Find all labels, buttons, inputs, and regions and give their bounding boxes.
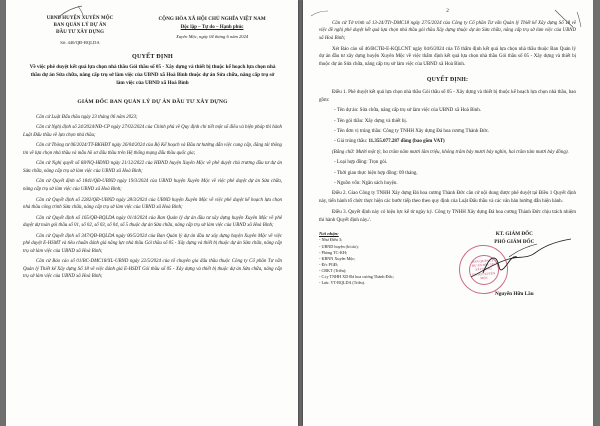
legal-basis-item: Căn cứ Thông tư 06/2024/TT-BKHĐT ngày 26/04/2024 của Bộ Kế hoạch và Đầu tư hướng dẫn việc cung cấp, đăng tải thông tin về lựa chọn nhà thầu và mẫu hồ sơ đấu thầu trên Hệ thống mạng đấu thầu quốc gia; bbox=[23, 143, 282, 156]
consideration-paragraph: Xét Báo cáo số 46/BCTĐ-E-KQLCNT ngày 04/6/2024 của Tổ thẩm định kết quả lựa chọn nhà thầu thuộc Ban Quản lý dự án đầu tư xây dựng huyện Xuyên Mộc về việc thẩm định kết quả lựa chọn nhà thầu Gói thầu số 05 - Xây dựng và thiết bị thuộc dự án Sửa chữa, nâng cấp trụ sở làm việc của UBND xã Hoà Bình. bbox=[319, 46, 576, 68]
page-number: 2 bbox=[446, 8, 449, 14]
seal-inner-text: BAN QUẢN LÝ DỰ ÁN ĐẦU TƯ XÂY DỰNG HUYỆN XUYÊN MỘC bbox=[467, 254, 499, 286]
document-number: Số: 440/QĐ-BQLDA bbox=[60, 40, 100, 46]
contract-duration-value: 09 tháng. bbox=[398, 170, 418, 176]
legal-bases-list-page-2 bbox=[319, 20, 576, 42]
legal-basis-item: Căn cứ Nghị định số 24/2024/NĐ-CP ngày 27/02/2024 của Chính phủ về Quy định chi tiết một số điều và biện pháp thi hành Luật Đấu thầu về lựa chọn nhà thầu; bbox=[23, 125, 282, 138]
national-name: CỘNG HÒA XÃ HỘI CHỦ NGHĨA VIỆT NAM bbox=[158, 16, 266, 22]
document-title: QUYẾT ĐỊNH bbox=[132, 54, 173, 61]
national-heading-block bbox=[142, 16, 282, 39]
article-1-item-value: Sửa chữa, nâng cấp trụ sở làm việc của UBND xã Hoà Bình. bbox=[359, 108, 482, 114]
recipient-item: - CBKT (Triều); bbox=[319, 268, 347, 274]
document-page-1 bbox=[6, 0, 298, 426]
article-1-item-value: Xây dựng và thiết bị. bbox=[364, 118, 408, 124]
decision-heading: QUYẾT ĐỊNH: bbox=[426, 76, 469, 83]
official-seal-stamp bbox=[457, 244, 509, 296]
recipient-item: - C.ty TNHH XD Đá hoa cương Thành Đức; bbox=[319, 274, 394, 280]
article-1-item-value: Trọn gói. bbox=[368, 160, 388, 166]
recipient-item: - KBNN Xuyên Mộc; bbox=[319, 255, 356, 261]
document-title-block bbox=[23, 54, 282, 87]
recipient-item: - Lưu: VT-BQLDA (Triều). bbox=[319, 280, 366, 286]
winning-bid-amount: 11.355.077.287 đồng (bao gồm VAT) bbox=[368, 139, 445, 145]
place-and-date: Xuyên Mộc, ngày 04 tháng 6 năm 2024 bbox=[175, 33, 249, 39]
article-1-item bbox=[319, 138, 576, 146]
article-1-item-label: - Tên đơn vị trúng thầu: bbox=[334, 128, 382, 134]
winning-contractor-name: Công ty TNHH Xây dựng Đá hoa cương Thành Đức. bbox=[382, 128, 490, 134]
article-1-item bbox=[319, 180, 576, 188]
signature-block bbox=[453, 231, 576, 296]
legal-basis-item: Căn cứ Luật Đấu thầu ngày 23 tháng 06 năm 2023; bbox=[36, 114, 138, 120]
recipients-title: Nơi nhận: bbox=[319, 231, 339, 237]
legal-basis-item: Căn cứ Nghị quyết số 68/NQ-HĐND ngày 21/12/2022 của HĐND huyện Xuyên Mộc về phê duyệt chủ trương đầu tư dự án Sửa chữa, nâng cấp trụ sở làm việc của UBND xã Hoà Bình; bbox=[23, 161, 282, 174]
document-header bbox=[23, 16, 282, 45]
article-1-item-label: - Giá trúng thầu: bbox=[334, 139, 368, 145]
org-name-line-3: ĐẦU TƯ XÂY DỰNG bbox=[55, 29, 104, 35]
legal-basis-item: Căn cứ Báo cáo số 01/BC-DMC18/XL-UBND ngày 22/5/2024 của tổ chuyên gia đấu thầu thuộc Công ty Cổ phần Tư vấn Quản lý Thiết kế Xây dựng Số 18 về việc đánh giá E-HSDT Gói thầu số 05 - Xây dựng và thiết bị thuộc dự án Sửa chữa, nâng cấp trụ sở làm việc của UBND xã Hoà Bình; bbox=[23, 259, 282, 280]
legal-basis-item: Căn cứ Quyết định số 165/QĐ-BQLDA ngày 01/4/2024 của Ban Quản lý dự án đầu tư xây dựng huyện Xuyên Mộc về phê duyệt dự toán gói thầu số 01, số 02, số 03, số 04, số 5 thuộc dự án Sửa chữa, nâng cấp trụ sở làm việc của UBND xã Hoà Bình; bbox=[23, 215, 282, 229]
org-name-line-1: UBND HUYỆN XUYÊN MỘC bbox=[46, 16, 114, 21]
recipient-item: - Đ/c PGĐ; bbox=[319, 261, 339, 267]
national-motto: Độc lập – Tự do – Hạnh phúc bbox=[180, 24, 244, 30]
signer-role-line-1: KT. GIÁM ĐỐC bbox=[495, 231, 533, 238]
article-1-item bbox=[319, 159, 576, 167]
article-1-item bbox=[319, 170, 576, 178]
article-1-item bbox=[319, 107, 576, 115]
article-1-intro: Điều 1. Phê duyệt kết quả lựa chọn nhà thầu Gói thầu số 05 - Xây dựng và thiết bị thuộc kế hoạch lựa chọn nhà thầu, bao gồm: bbox=[319, 89, 576, 103]
org-name-line-2: BAN QUẢN LÝ DỰ ÁN bbox=[53, 22, 107, 28]
recipients-block bbox=[319, 231, 453, 296]
page-1-content bbox=[6, 0, 298, 281]
legal-basis-item: Căn cứ Quyết định số 347/QĐ-BQLDA ngày 06/5/2024 của Ban Quản lý dự án đầu tư xây dựng huyện Xuyên Mộc về việc phê duyệt E-HSMT và tiêu chuẩn đánh giá năng lực nhà thầu Gói thầu số 05 - Xây dựng và thiết bị thuộc dự án Sửa chữa, nâng cấp trụ sở làm việc của UBND xã Hoà Bình; bbox=[23, 233, 282, 254]
signer-role-line-2: PHÓ GIÁM ĐỐC bbox=[494, 238, 535, 245]
article-1-item-label: - Nguồn vốn: bbox=[334, 181, 361, 187]
issuing-organization-block bbox=[23, 16, 137, 45]
legal-basis-item: Căn cứ Quyết định số 2282/QĐ-UBND ngày 28/3/2024 của UBND huyện Xuyên Mộc về việc phê duyệt kế hoạch lựa chọn nhà thầu công trình Sửa chữa, nâng cấp trụ sở làm việc của UBND xã Hoà Bình; bbox=[23, 197, 282, 211]
article-3: Điều 3. Quyết định này có hiệu lực kể từ ngày ký. Công ty TNHH Xây dựng Đá hoa cương Thành Đức chịu trách nhiệm thi hành Quyết định này./. bbox=[319, 209, 576, 223]
article-1-item-label: - Tên dự án: bbox=[334, 108, 359, 114]
article-1-item bbox=[319, 118, 576, 126]
legal-basis-item: Căn cứ Tờ trình số 13-24/TTr-DMC18 ngày 27/5/2024 của Công ty Cổ phần Tư vấn Quản lý Thiết kế Xây dựng Số 18 về việc đề nghị phê duyệt kết quả lựa chọn nhà thầu gói thầu Xây dựng thuộc dự án Sửa chữa, nâng cấp trụ sở làm việc của UBND xã Hoà Bình; bbox=[319, 21, 576, 41]
document-footer bbox=[319, 231, 576, 296]
article-1-item-label: - Thời gian thực hiện hợp đồng: bbox=[334, 170, 398, 176]
signer-name: Nguyễn Hữu Lầu bbox=[495, 290, 534, 297]
recipient-item: - Phòng TC-KH; bbox=[319, 249, 348, 255]
legal-basis-item: Căn cứ Quyết định số 1841/QĐ-UBND ngày 19/3/2024 của UBND huyện Xuyên Mộc về việc phê duyệt dự án Sửa chữa, nâng cấp trụ sở làm việc của UBND xã Hoà Bình; bbox=[23, 179, 282, 192]
recipient-item: - Như Điều 3; bbox=[319, 237, 343, 243]
page-2-content bbox=[303, 0, 593, 297]
issuing-authority: GIÁM ĐỐC BAN QUẢN LÝ DỰ ÁN ĐẦU TƯ XÂY DỰNG bbox=[77, 98, 228, 105]
recipient-item: - UBND huyện (b/cáo); bbox=[319, 243, 359, 249]
article-1-item-label: - Loại hợp đồng: bbox=[334, 160, 368, 166]
article-1-item-label: - Tên gói thầu: bbox=[334, 118, 364, 124]
article-2: Điều 2. Giao Công ty TNHH Xây dựng Đá hoa cương Thành Đức căn cứ nội dung được phê duyệt tại Điều 1 Quyết định này, tiến hành tổ chức thực hiện các bước tiếp theo theo quy định của Luật Đấu thầu và các văn bản hướng dẫn hiện hành. bbox=[319, 191, 576, 205]
amount-in-words: (Bằng chữ: Mười một tỷ, ba trăm năm mươi lăm triệu, không trăm bảy mươi bảy nghìn, hai trăm tám mươi bảy đồng). bbox=[332, 149, 569, 155]
legal-bases-list-page-1 bbox=[23, 114, 282, 281]
article-1-item bbox=[319, 128, 576, 136]
document-subtitle: Về việc phê duyệt kết quả lựa chọn nhà thầu Gói thầu số 05 - Xây dựng và thiết bị thuộc kế hoạch lựa chọn nhà thầu dự án Sửa chữa, nâng cấp trụ sở làm việc của UBND xã Hoà Bình thuộc dự án Sửa chữa, nâng cấp trụ sở làm việc của UBND xã Hoà Bình bbox=[29, 64, 276, 87]
document-page-2 bbox=[303, 0, 593, 426]
funding-source-value: Ngân sách huyện. bbox=[361, 181, 398, 187]
